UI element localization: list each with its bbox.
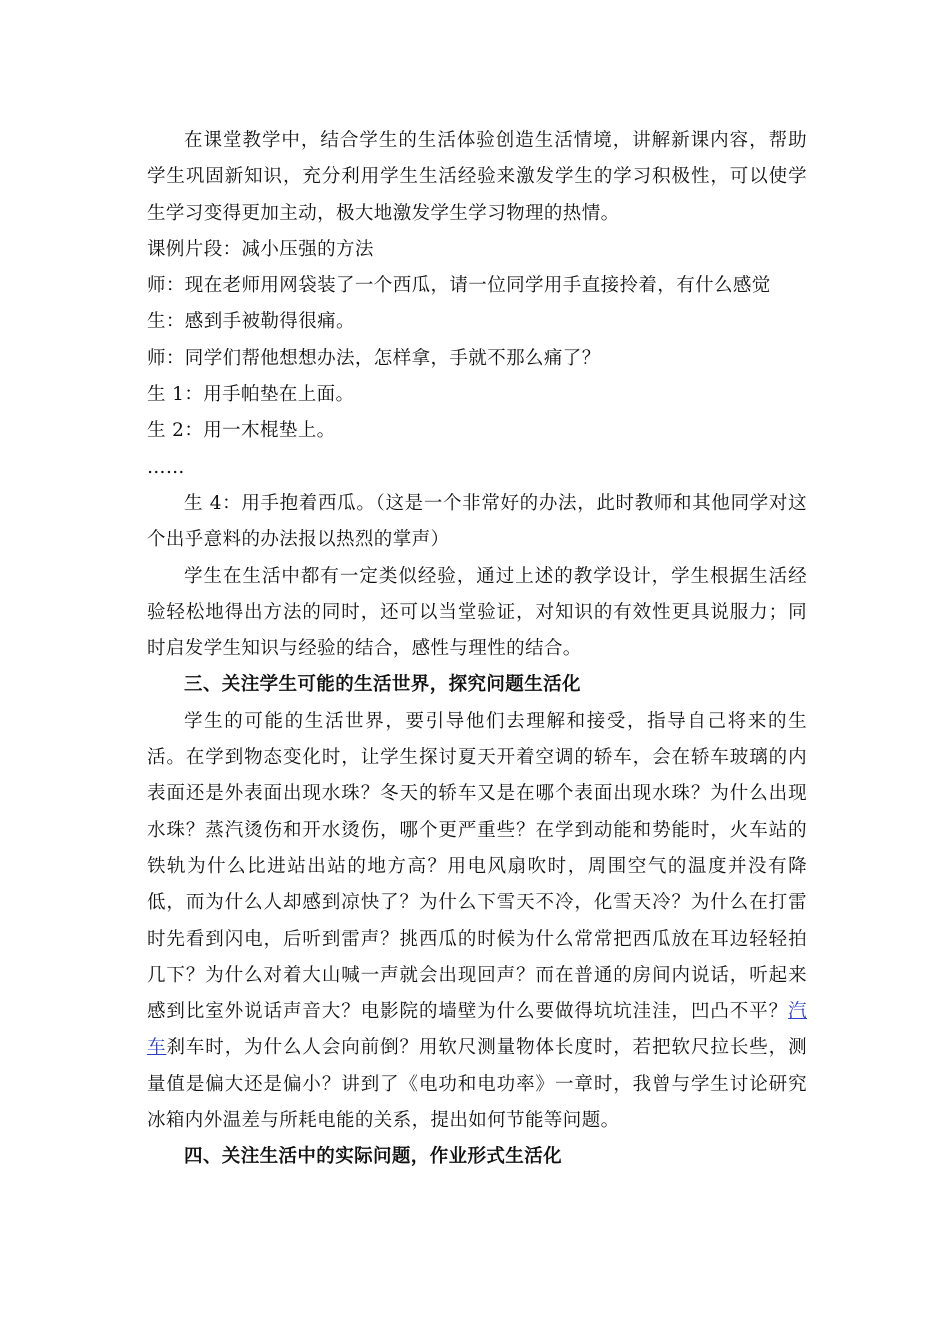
intro-paragraph: 在课堂教学中，结合学生的生活体验创造生活情境，讲解新课内容，帮助学生巩固新知识，充分利用学生生活经验来激发学生的学习积极性，可以使学生学习变得更加主动，极大地激发学生学习物理的热情。 [147,130,807,224]
section-heading-3: 三、关注学生可能的生活世界，探究问题生活化 [184,674,581,696]
teacher-line-1: 师：现在老师用网袋装了一个西瓜，请一位同学用手直接拎着，有什么感觉 [147,275,771,297]
document-body [147,123,807,1176]
life-world-text-after-link: 刹车时，为什么人会向前倒？用软尺测量物体长度时，若把软尺拉长些，测量值是偏大还是偏小？讲到了《电功和电功率》一章时，我曾与学生讨论研究冰箱内外温差与所耗电能的关系，提出如何节能等问题。 [147,1037,808,1132]
teacher-line-2: 师：同学们帮他想想办法，怎样拿，手就不那么痛了？ [147,347,601,369]
section-heading-4: 四、关注生活中的实际问题，作业形式生活化 [184,1146,563,1168]
case-title: 课例片段：减小压强的方法 [147,238,374,260]
life-world-text-before-link: 学生的可能的生活世界，要引导他们去理解和接受，指导自己将来的生活。在学到物态变化时，让学生探讨夏天开着空调的轿车，会在轿车玻璃的内表面还是外表面出现水珠？冬天的轿车又是在哪个表面出现水珠？为什么出现水珠？蒸汽烫伤和开水烫伤，哪个更严重些？在学到动能和势能时，火车站的铁轨为什么比进站出站的地方高？用电风扇吹时，周围空气的温度并没有降低，而为什么人却感到凉快了？为什么下雪天不冷，化雪天冷？为什么在打雷时先看到闪电，后听到雷声？挑西瓜的时候为什么常常把西瓜放在耳边轻轻拍几下？为什么对着大山喊一声就会出现回声？而在普通的房间内说话，听起来感到比室外说话声音大？电影院的墙壁为什么要做得坑坑洼洼，凹凸不平？ [147,710,807,1023]
student-line-b: 生 2：用一木棍垫上。 [147,420,336,442]
summary-paragraph: 学生在生活中都有一定类似经验，通过上述的教学设计，学生根据生活经验轻松地得出方法的同时，还可以当堂验证，对知识的有效性更具说服力；同时启发学生知识与经验的结合，感性与理性的结合。 [147,565,807,660]
life-world-paragraph [147,704,807,1140]
student-line-1: 生：感到手被勒得很痛。 [147,311,355,333]
student-line-d: 生 4：用手抱着西瓜。（这是一个非常好的办法，此时教师和其他同学对这个出乎意料的办法报以热烈的掌声） [147,492,807,551]
student-line-a: 生 1：用手帕垫在上面。 [147,384,355,406]
car-link[interactable]: 汽车 [147,1001,807,1059]
ellipsis-line: …… [147,456,185,478]
